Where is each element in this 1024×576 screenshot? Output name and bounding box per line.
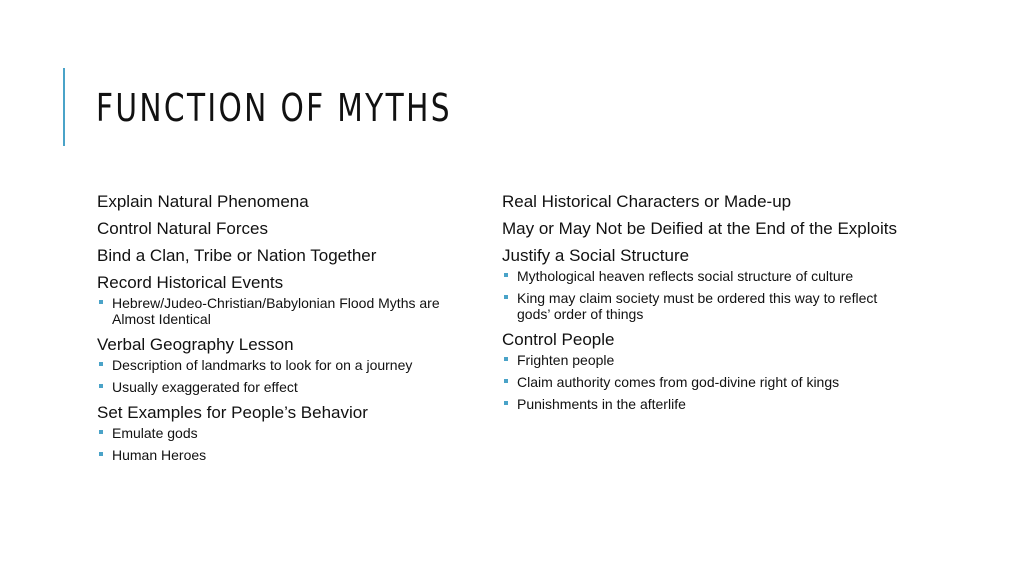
list-item <box>502 219 902 238</box>
sub-item <box>502 396 902 412</box>
sub-item <box>502 268 902 284</box>
list-item <box>97 403 477 463</box>
sub-item <box>97 447 477 463</box>
list-item <box>97 192 477 211</box>
sub-item-text: Punishments in the afterlife <box>517 396 686 412</box>
square-bullet-icon <box>504 401 508 405</box>
sub-list <box>97 295 477 327</box>
sub-item <box>502 290 902 322</box>
sub-list <box>502 268 902 322</box>
sub-item-text: Claim authority comes from god-divine right of kings <box>517 374 840 390</box>
item-heading: May or May Not be Deified at the End of the Exploits <box>502 219 897 238</box>
item-heading: Control Natural Forces <box>97 219 269 238</box>
sub-list <box>97 357 477 395</box>
item-heading: Bind a Clan, Tribe or Nation Together <box>97 246 377 265</box>
item-heading: Record Historical Events <box>97 273 284 292</box>
list-item <box>97 273 477 327</box>
sub-item-text: Usually exaggerated for effect <box>112 379 298 395</box>
item-heading: Verbal Geography Lesson <box>97 335 294 354</box>
square-bullet-icon <box>504 357 508 361</box>
sub-item-text: Emulate gods <box>112 425 198 441</box>
sub-item <box>502 352 902 368</box>
sub-item-text: Frighten people <box>517 352 615 368</box>
sub-item <box>502 374 902 390</box>
title-accent-bar <box>63 68 65 146</box>
list-item <box>502 192 902 211</box>
square-bullet-icon <box>99 452 103 456</box>
item-heading: Set Examples for People’s Behavior <box>97 403 368 422</box>
square-bullet-icon <box>504 273 508 277</box>
item-heading: Justify a Social Structure <box>502 246 690 265</box>
sub-item-text: Description of landmarks to look for on a journey <box>112 357 413 373</box>
slide-title: FUNCTION OF MYTHS <box>96 86 452 130</box>
list-item <box>502 330 902 412</box>
sub-list <box>502 352 902 412</box>
square-bullet-icon <box>99 430 103 434</box>
sub-item <box>97 379 477 395</box>
square-bullet-icon <box>99 300 103 304</box>
list-item <box>97 246 477 265</box>
list-item <box>97 219 477 238</box>
item-heading: Explain Natural Phenomena <box>97 192 309 211</box>
item-heading: Real Historical Characters or Made-up <box>502 192 792 211</box>
sub-item-text: King may claim society must be ordered this way to reflect gods’ order of things <box>517 290 878 322</box>
left-column <box>97 192 477 471</box>
sub-item <box>97 425 477 441</box>
square-bullet-icon <box>99 384 103 388</box>
sub-item-text: Hebrew/Judeo-Christian/Babylonian Flood Myths are Almost Identical <box>112 295 440 327</box>
sub-item <box>97 357 477 373</box>
square-bullet-icon <box>99 362 103 366</box>
list-item <box>97 335 477 395</box>
square-bullet-icon <box>504 379 508 383</box>
sub-list <box>97 425 477 463</box>
square-bullet-icon <box>504 295 508 299</box>
sub-item <box>97 295 477 327</box>
sub-item-text: Mythological heaven reflects social structure of culture <box>517 268 854 284</box>
list-item <box>502 246 902 322</box>
item-heading: Control People <box>502 330 615 349</box>
sub-item-text: Human Heroes <box>112 447 207 463</box>
right-column <box>502 192 902 420</box>
